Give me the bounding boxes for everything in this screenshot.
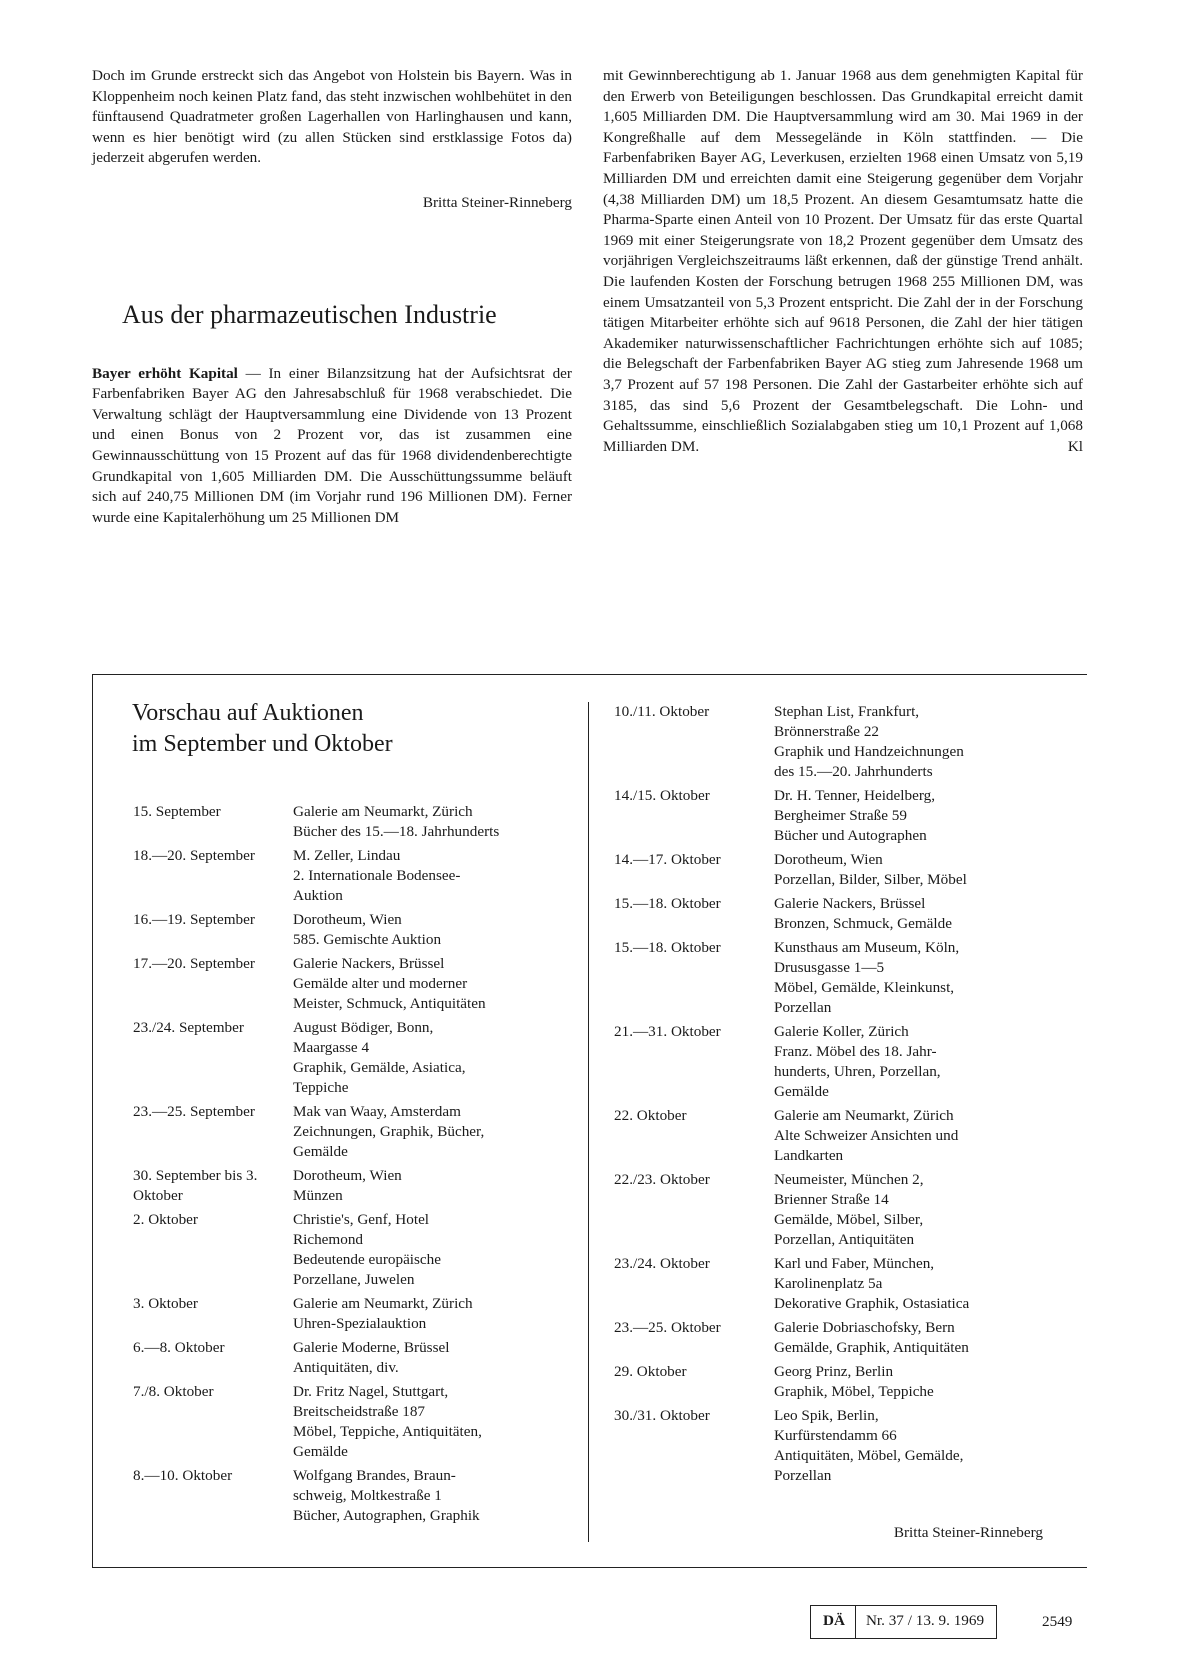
auction-date: 15.—18. Oktober [614, 939, 721, 956]
auction-detail-line: Porzellan, Antiquitäten [774, 1231, 915, 1248]
auction-title-line-1: Vorschau auf Auktionen [132, 700, 364, 726]
auction-entry [133, 1210, 573, 1290]
auction-entry [133, 1166, 573, 1206]
auction-date: 30. September bis 3. Oktober [133, 1167, 258, 1204]
auction-detail-line: hunderts, Uhren, Porzellan, [774, 1063, 941, 1080]
issue-info: Nr. 37 / 13. 9. 1969 [865, 1612, 985, 1629]
auction-detail-line: Graphik, Möbel, Teppiche [774, 1383, 934, 1400]
auction-detail-line: Galerie am Neumarkt, Zürich [293, 1295, 473, 1312]
auction-entry [133, 910, 573, 950]
auction-detail-line: Graphik und Handzeichnungen [774, 743, 964, 760]
auction-detail-line: Galerie Nackers, Brüssel [293, 955, 445, 972]
bayer-continuation [603, 66, 1083, 457]
auction-detail-line: Porzellane, Juwelen [293, 1271, 415, 1288]
auction-date: 7./8. Oktober [133, 1383, 214, 1400]
auction-list-left [133, 802, 573, 1530]
auction-detail-line: Bücher, Autographen, Graphik [293, 1507, 480, 1524]
auction-detail-line: Möbel, Gemälde, Kleinkunst, [774, 979, 955, 996]
auction-detail-line: Breitscheidstraße 187 [293, 1403, 426, 1420]
auction-details [293, 846, 460, 906]
auction-entry [133, 1466, 573, 1526]
auction-detail-line: Graphik, Gemälde, Asiatica, [293, 1059, 466, 1076]
auction-details [293, 954, 486, 1014]
auction-date: 16.—19. September [133, 911, 255, 928]
auction-date: 23./24. Oktober [614, 1255, 710, 1272]
auction-detail-line: Gemälde alter und moderner [293, 975, 468, 992]
auction-entry [614, 1406, 1074, 1486]
auction-date: 15.—18. Oktober [614, 895, 721, 912]
auction-date: 23.—25. Oktober [614, 1319, 721, 1336]
bayer-continuation-text: mit Gewinnberechtigung ab 1. Januar 1968 aus dem genehmigten Kapital für den Erwerb von Beteiligungen beschlossen. Das Grundkapital erreicht damit 1,605 Milliarden DM. Die Hauptversammlung wird am 30. Mai 1969 in der Kongreßhalle auf dem Messegelände in Köln stattfinden. — Die Farbenfabriken Bayer AG, Leverkusen, erzielten 1968 einen Umsatz von 5,19 Milliarden DM und erreichten damit eine Steigerung gegenüber dem Vorjahr (4,38 Milliarden DM) um 18,5 Prozent. An diesem Gesamtumsatz hatte die Pharma-Sparte einen Anteil von 10 Prozent. Der Umsatz für das erste Quartal 1969 mit einer Steigerungsrate von 18,2 Prozent gegenüber dem Umsatz des vorjährigen Vergleichszeitraums läßt erkennen, daß der günstige Trend anhält. Die laufenden Kosten der Forschung betrugen 1968 255 Millionen DM, was einem Umsatzanteil von 5,3 Prozent entspricht. Die Zahl der in der Forschung tätigen Mitarbeiter erhöhte sich auf 9618 Personen, die Zahl der hier tätigen Akademiker naturwissenschaftlicher Fachrichtungen erhöhte sich auf 1085; die Belegschaft der Farbenfabriken Bayer AG stieg zum Jahresende 1968 um 3,7 Prozent auf 57 198 Personen. Die Zahl der Gastarbeiter erhöhte sich auf 3185, das sind 5,6 Prozent der Gesamtbelegschaft. Die Lohn- und Gehaltssumme, einschließlich Sozialabgaben stieg um 10,1 Prozent auf 1,068 Milliarden DM. [603, 67, 1083, 455]
auction-entry [614, 938, 1074, 1018]
auction-entry [133, 1382, 573, 1462]
auction-detail-line: schweig, Moltkestraße 1 [293, 1487, 442, 1504]
auction-details [774, 850, 967, 890]
auction-date: 22./23. Oktober [614, 1171, 710, 1188]
auction-date: 8.—10. Oktober [133, 1467, 233, 1484]
auction-detail-line: Gemälde [774, 1083, 829, 1100]
auction-date: 23.—25. September [133, 1103, 255, 1120]
journal-footer [810, 1605, 997, 1639]
auction-date: 14./15. Oktober [614, 787, 710, 804]
auction-list-right [614, 702, 1074, 1490]
auction-detail-line: Dr. Fritz Nagel, Stuttgart, [293, 1383, 449, 1400]
auction-details [774, 1318, 969, 1358]
auction-detail-line: Brönnerstraße 22 [774, 723, 880, 740]
auction-details [774, 1170, 924, 1250]
auction-title-line-2: im September und Oktober [132, 731, 393, 757]
auction-detail-line: Galerie Moderne, Brüssel [293, 1339, 450, 1356]
auction-details [293, 1210, 441, 1290]
auction-detail-line: 2. Internationale Bodensee- [293, 867, 461, 884]
auction-detail-line: Kurfürstendamm 66 [774, 1427, 897, 1444]
auction-details [293, 1018, 466, 1098]
auction-detail-line: Bücher und Autographen [774, 827, 927, 844]
auction-entry [614, 1022, 1074, 1102]
auction-details [774, 1406, 963, 1486]
auction-detail-line: Galerie Dobriaschofsky, Bern [774, 1319, 955, 1336]
auction-detail-line: Dr. H. Tenner, Heidelberg, [774, 787, 935, 804]
article-signature: Britta Steiner-Rinneberg [422, 193, 572, 211]
auction-detail-line: Wolfgang Brandes, Braun- [293, 1467, 456, 1484]
auction-detail-line: Galerie am Neumarkt, Zürich [774, 1107, 954, 1124]
box-divider [588, 702, 589, 1542]
auction-detail-line: Neumeister, München 2, [774, 1171, 924, 1188]
auction-detail-line: Dorotheum, Wien [293, 1167, 402, 1184]
auction-date: 23./24. September [133, 1019, 244, 1036]
auction-date: 22. Oktober [614, 1107, 687, 1124]
auction-entry [614, 1318, 1074, 1358]
page-number: 2549 [1042, 1613, 1073, 1630]
auction-detail-line: Möbel, Teppiche, Antiquitäten, [293, 1423, 482, 1440]
auction-date: 17.—20. September [133, 955, 255, 972]
auction-detail-line: Stephan List, Frankfurt, [774, 703, 920, 720]
auction-detail-line: Gemälde, Möbel, Silber, [774, 1211, 924, 1228]
auction-entry [133, 1338, 573, 1378]
auction-detail-line: Bedeutende europäische [293, 1251, 442, 1268]
auction-detail-line: Landkarten [774, 1147, 844, 1164]
auction-detail-line: Christie's, Genf, Hotel [293, 1211, 430, 1228]
auction-title [132, 698, 552, 760]
auction-detail-line: Galerie Koller, Zürich [774, 1023, 909, 1040]
auction-date: 10./11. Oktober [614, 703, 710, 720]
auction-detail-line: Bronzen, Schmuck, Gemälde [774, 915, 952, 932]
auction-entry [614, 894, 1074, 934]
auction-entry [614, 1106, 1074, 1166]
auction-details [293, 910, 441, 950]
section-heading: Aus der pharmazeutischen Industrie [122, 299, 497, 329]
auction-details [293, 1466, 480, 1526]
auction-detail-line: Richemond [293, 1231, 364, 1248]
auction-detail-line: Dekorative Graphik, Ostasiatica [774, 1295, 970, 1312]
author-initials: Kl [1067, 437, 1083, 455]
auction-detail-line: Brienner Straße 14 [774, 1191, 889, 1208]
auction-detail-line: Meister, Schmuck, Antiquitäten [293, 995, 486, 1012]
auction-details [774, 1106, 958, 1166]
auction-date: 6.—8. Oktober [133, 1339, 225, 1356]
bayer-paragraph [92, 364, 572, 529]
auction-detail-line: Kunsthaus am Museum, Köln, [774, 939, 960, 956]
auction-details [774, 702, 964, 782]
auction-entry [614, 1362, 1074, 1402]
auction-detail-line: Uhren-Spezialauktion [293, 1315, 427, 1332]
auction-date: 30./31. Oktober [614, 1407, 710, 1424]
auction-detail-line: Georg Prinz, Berlin [774, 1363, 894, 1380]
auction-details [774, 938, 959, 1018]
auction-details [293, 802, 499, 842]
auction-entry [614, 1254, 1074, 1314]
auction-detail-line: Galerie Nackers, Brüssel [774, 895, 926, 912]
auction-detail-line: des 15.—20. Jahrhunderts [774, 763, 933, 780]
auction-detail-line: Franz. Möbel des 18. Jahr- [774, 1043, 937, 1060]
auction-entry [614, 1170, 1074, 1250]
auction-detail-line: Teppiche [293, 1079, 349, 1096]
auction-details [293, 1102, 484, 1162]
auction-detail-line: Bücher des 15.—18. Jahrhunderts [293, 823, 500, 840]
auction-detail-line: Porzellan [774, 1467, 832, 1484]
auction-details [774, 1022, 941, 1102]
auction-date: 3. Oktober [133, 1295, 198, 1312]
auction-details [293, 1382, 482, 1462]
auction-date: 15. September [133, 803, 221, 820]
auction-detail-line: Gemälde, Graphik, Antiquitäten [774, 1339, 969, 1356]
lead-in: Bayer erhöht Kapital [92, 364, 238, 382]
journal-abbrev: DÄ [811, 1606, 856, 1638]
auction-detail-line: Gemälde [293, 1143, 348, 1160]
auction-details [774, 786, 935, 846]
auction-entry [133, 802, 573, 842]
auction-detail-line: Porzellan [774, 999, 832, 1016]
auction-detail-line: Zeichnungen, Graphik, Bücher, [293, 1123, 485, 1140]
auction-detail-line: Dorotheum, Wien [774, 851, 883, 868]
auction-date: 2. Oktober [133, 1211, 198, 1228]
auction-detail-line: Antiquitäten, Möbel, Gemälde, [774, 1447, 964, 1464]
auction-date: 21.—31. Oktober [614, 1023, 721, 1040]
auction-entry [614, 702, 1074, 782]
auction-date: 29. Oktober [614, 1363, 687, 1380]
auction-detail-line: Gemälde [293, 1443, 348, 1460]
auction-details [774, 1362, 934, 1402]
continuation-paragraph: Doch im Grunde erstreckt sich das Angebot von Holstein bis Bayern. Was in Kloppenheim noch keinen Platz fand, das steht inzwischen wohlbehütet in den fünftausend Quadratmeter großen Lagerhallen von Harlinghausen und kann, wenn es hier benötigt wird (zu allen Stücken sind erstklassige Fotos da) jederzeit abgerufen werden. [92, 67, 572, 167]
auction-detail-line: 585. Gemischte Auktion [293, 931, 442, 948]
auction-entry [133, 1102, 573, 1162]
auction-entry [133, 846, 573, 906]
auction-detail-line: Karl und Faber, München, [774, 1255, 935, 1272]
auction-detail-line: Mak van Waay, Amsterdam [293, 1103, 461, 1120]
auction-detail-line: Antiquitäten, div. [293, 1359, 399, 1376]
auction-detail-line: Maargasse 4 [293, 1039, 370, 1056]
auction-detail-line: Dorotheum, Wien [293, 911, 402, 928]
auction-detail-line: Alte Schweizer Ansichten und [774, 1127, 959, 1144]
auction-details [293, 1294, 473, 1334]
auction-detail-line: Leo Spik, Berlin, [774, 1407, 879, 1424]
auction-entry [614, 786, 1074, 846]
auction-detail-line: Porzellan, Bilder, Silber, Möbel [774, 871, 967, 888]
auction-details [293, 1338, 449, 1378]
auction-date: 14.—17. Oktober [614, 851, 721, 868]
auction-entry [133, 1018, 573, 1098]
auction-detail-line: Auktion [293, 887, 343, 904]
auction-details [293, 1166, 402, 1206]
bayer-paragraph-text: — In einer Bilanzsitzung hat der Aufsichtsrat der Farbenfabriken Bayer AG den Jahresabschluß für 1968 verabschiedet. Die Verwaltung schlägt der Hauptversammlung eine Dividende von 13 Prozent und einen Bonus von 2 Prozent vor, das ist zusammen eine Gewinnausschüttung von 15 Prozent auf das für 1968 dividendenberechtigte Grundkapital von 1,605 Milliarden DM. Die Ausschüttungssumme beläuft sich auf 240,75 Millionen DM (im Vorjahr rund 196 Millionen DM). Ferner wurde eine Kapitalerhöhung um 25 Millionen DM [92, 364, 572, 526]
auction-detail-line: Münzen [293, 1187, 343, 1204]
left-column [92, 66, 572, 528]
auction-detail-line: August Bödiger, Bonn, [293, 1019, 434, 1036]
auction-details [774, 894, 952, 934]
auction-detail-line: M. Zeller, Lindau [293, 847, 401, 864]
right-column [603, 66, 1083, 457]
auction-date: 18.—20. September [133, 847, 255, 864]
auction-detail-line: Bergheimer Straße 59 [774, 807, 907, 824]
auction-detail-line: Drususgasse 1—5 [774, 959, 885, 976]
auction-entry [614, 850, 1074, 890]
auction-detail-line: Karolinenplatz 5a [774, 1275, 883, 1292]
auction-details [774, 1254, 969, 1314]
auction-detail-line: Galerie am Neumarkt, Zürich [293, 803, 473, 820]
auction-signature: Britta Steiner-Rinneberg [893, 1524, 1043, 1541]
auction-entry [133, 954, 573, 1014]
auction-entry [133, 1294, 573, 1334]
